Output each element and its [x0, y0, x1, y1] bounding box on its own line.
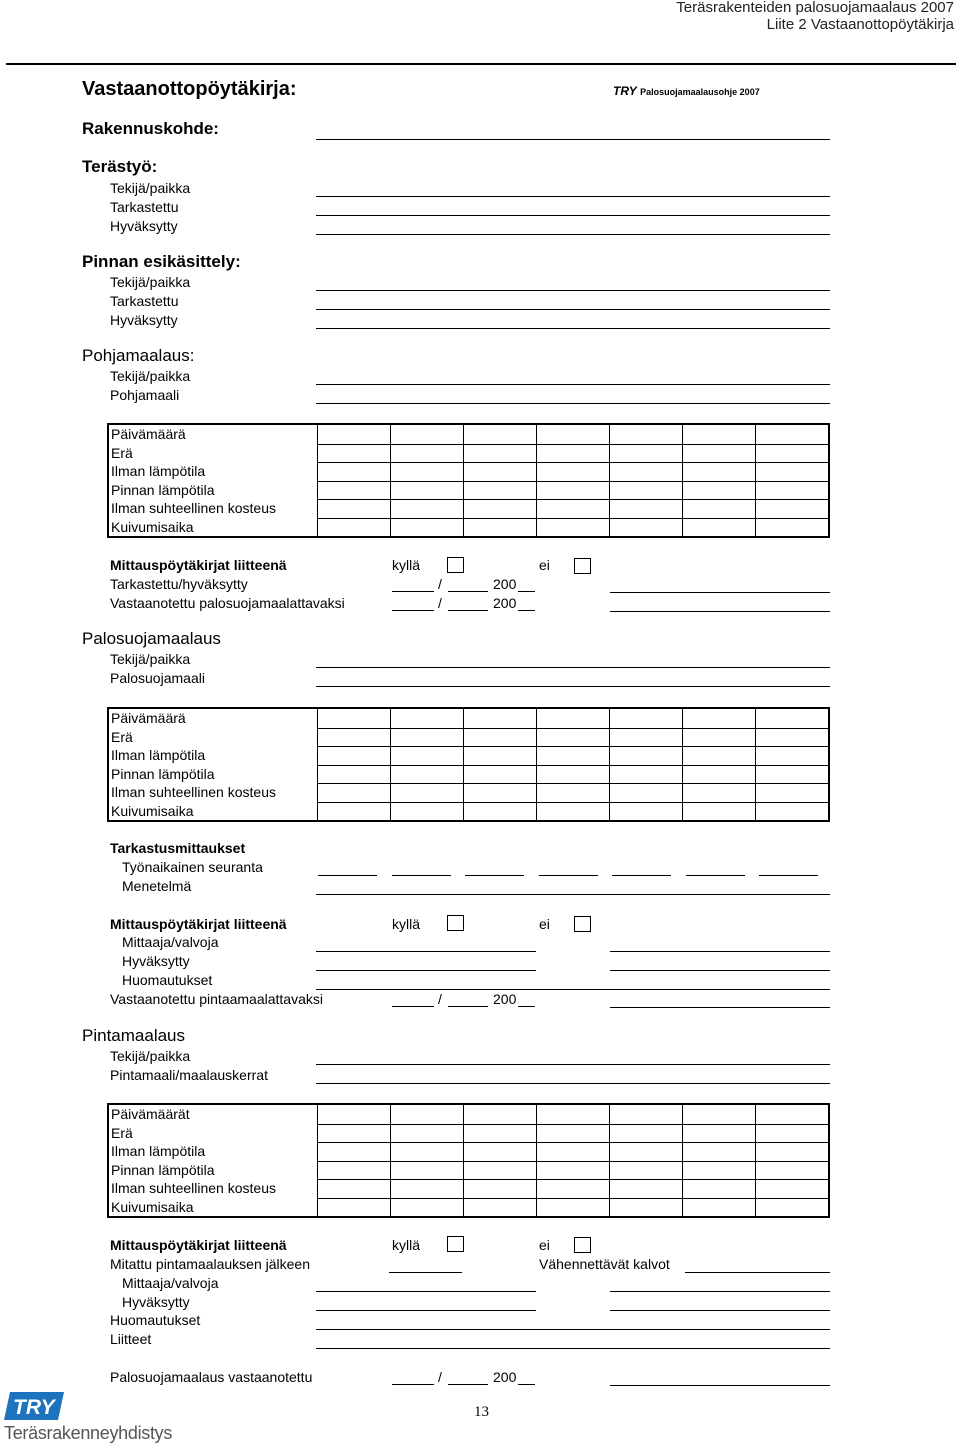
palosuoja-vast-year-line[interactable] [518, 1006, 535, 1007]
header-line-1: Teräsrakenteiden palosuojamaalaus 2007 [676, 0, 954, 16]
palosuoja-vast-day-line[interactable] [392, 1006, 434, 1007]
palosuoja-valvoja-line-2[interactable] [610, 951, 830, 952]
pintamaalaus-huom-line[interactable] [316, 1329, 830, 1330]
grid-row [109, 499, 828, 518]
grid-row [109, 1198, 828, 1217]
grid-label: Ilman suhteellinen kosteus [111, 784, 276, 800]
esikasittely-hyvaksytty-line[interactable] [316, 328, 830, 329]
grid-label: Ilman lämpötila [111, 747, 206, 763]
page-title: Vastaanottopöytäkirja: [82, 78, 297, 100]
liitteet-label: Liitteet [110, 1331, 152, 1347]
pintamaalaus-tekija-label: Tekijä/paikka [110, 1048, 191, 1064]
palosuoja-valvoja-label: Mittaaja/valvoja [122, 934, 219, 950]
reference-brand: TRY [613, 84, 637, 98]
palosuoja-hyv-line[interactable] [316, 970, 536, 971]
rakennuskohde-line[interactable] [316, 139, 830, 140]
grid-row [109, 728, 828, 747]
rakennuskohde-heading: Rakennuskohde: [82, 119, 219, 138]
terastyo-hyvaksytty-label: Hyväksytty [110, 218, 178, 234]
palosuoja-no-checkbox[interactable] [574, 916, 591, 932]
grid-row [109, 444, 828, 463]
pohjamaalaus-tekija-line[interactable] [316, 384, 830, 385]
palosuoja-maali-label: Palosuojamaali [110, 670, 205, 686]
palosuoja-maali-line[interactable] [316, 686, 830, 687]
seuranta-line-6[interactable] [686, 875, 745, 876]
esikasittely-heading: Pinnan esikäsittely: [82, 252, 241, 271]
seuranta-line-2[interactable] [392, 875, 451, 876]
esikasittely-tarkastettu-label: Tarkastettu [110, 293, 179, 309]
palosuoja-heading: Palosuojamaalaus [82, 629, 221, 648]
grid-row [109, 481, 828, 500]
pintamaalaus-heading: Pintamaalaus [82, 1026, 186, 1045]
pintamaalaus-valvoja-line[interactable] [316, 1291, 536, 1292]
palosuoja-hyv-label: Hyväksytty [122, 953, 190, 969]
pohjamaalaus-tekija-label: Tekijä/paikka [110, 368, 191, 384]
grid-label: Erä [111, 444, 133, 461]
palosuoja-huom-line[interactable] [316, 989, 830, 990]
grid-label: Erä [111, 1124, 133, 1141]
slash: / [438, 1369, 442, 1385]
grid-row [109, 1179, 828, 1198]
terastyo-hyvaksytty-line[interactable] [316, 234, 830, 235]
grid-row [109, 518, 828, 537]
pohjamaalaus-vast-day-line[interactable] [392, 610, 434, 611]
pintamaalaus-hyv-line[interactable] [316, 1310, 536, 1311]
grid-label: Pinnan lämpötila [111, 481, 215, 498]
pohjamaalaus-tark-label: Tarkastettu/hyväksytty [110, 576, 248, 592]
grid-row [109, 425, 828, 444]
esikasittely-hyvaksytty-label: Hyväksytty [110, 312, 178, 328]
reference [613, 84, 760, 98]
logo-name: Teräsrakenneyhdistys [4, 1423, 173, 1443]
pintamaalaus-hyv-line-2[interactable] [610, 1310, 830, 1311]
esikasittely-tekija-line[interactable] [316, 290, 830, 291]
grid-label: Ilman lämpötila [111, 463, 206, 479]
pohjamaalaus-yes-checkbox[interactable] [447, 557, 464, 573]
grid-label: Päivämäärä [111, 426, 186, 442]
pintamaalaus-valvoja-line-2[interactable] [610, 1291, 830, 1292]
grid-row [109, 1142, 828, 1161]
year-prefix: 200 [493, 1369, 517, 1385]
terastyo-heading: Terästyö: [82, 157, 158, 176]
slash: / [438, 576, 442, 592]
menetelma-line[interactable] [316, 894, 830, 895]
header-rule [6, 63, 956, 65]
pohjamaalaus-tark-day-line[interactable] [392, 591, 434, 592]
pohjamaalaus-heading: Pohjamaalaus: [82, 346, 195, 365]
year-prefix: 200 [493, 991, 517, 1007]
grid-label: Pinnan lämpötila [111, 1161, 215, 1178]
terastyo-tekija-line[interactable] [316, 196, 830, 197]
grid-row [109, 1124, 828, 1143]
grid-row [109, 462, 828, 481]
palosuoja-yes-checkbox[interactable] [447, 915, 464, 931]
esikasittely-tekija-label: Tekijä/paikka [110, 274, 191, 290]
palosuoja-valvoja-line[interactable] [316, 951, 536, 952]
palosuoja-hyv-line-2[interactable] [610, 970, 830, 971]
mitattu-label: Mitattu pintamaalauksen jälkeen [110, 1256, 311, 1272]
year-prefix: 200 [493, 576, 517, 592]
palosuoja-vast-sign-line[interactable] [610, 1007, 830, 1008]
palosuoja-grid [107, 707, 830, 822]
pohjamaalaus-mitt-label: Mittauspöytäkirjat liitteenä [110, 557, 287, 573]
grid-label: Kuivumisaika [111, 802, 194, 819]
logo-brand: TRY [13, 1396, 55, 1419]
reference-text: Palosuojamaalausohje 2007 [640, 87, 760, 97]
liitteet-line[interactable] [316, 1348, 830, 1349]
palosuoja-vast-month-line[interactable] [448, 1006, 488, 1007]
grid-label: Päivämäärä [111, 710, 186, 726]
seuranta-label: Työnaikainen seuranta [122, 859, 263, 875]
pintamaalaus-valvoja-label: Mittaaja/valvoja [122, 1275, 219, 1291]
palosuoja-tekija-line[interactable] [316, 667, 830, 668]
pintamaalaus-yes-label: kyllä [392, 1237, 421, 1253]
palosuoja-tekija-label: Tekijä/paikka [110, 651, 191, 667]
pohjamaalaus-tark-year-line[interactable] [518, 591, 535, 592]
header-line-2: Liite 2 Vastaanottopöytäkirja [766, 16, 954, 33]
grid-row [109, 709, 828, 728]
try-logo-mark [4, 1392, 64, 1420]
pohjamaalaus-pohjamaali-label: Pohjamaali [110, 387, 180, 403]
pintamaalaus-grid [107, 1103, 830, 1218]
vahennettavat-line[interactable] [685, 1272, 830, 1273]
pintamaalaus-hyv-label: Hyväksytty [122, 1294, 190, 1310]
palosuoja-no-label: ei [539, 916, 550, 932]
vahennettavat-label: Vähennettävät kalvot [539, 1256, 670, 1272]
pohjamaalaus-vast-year-line[interactable] [518, 610, 535, 611]
final-label: Palosuojamaalaus vastaanotettu [110, 1369, 313, 1385]
pintamaalaus-huom-label: Huomautukset [110, 1312, 201, 1328]
palosuoja-mitt-label: Mittauspöytäkirjat liitteenä [110, 916, 287, 932]
year-prefix: 200 [493, 595, 517, 611]
final-year-line[interactable] [518, 1384, 535, 1385]
grid-label: Kuivumisaika [111, 518, 194, 535]
grid-label: Kuivumisaika [111, 1198, 194, 1215]
pintamaalaus-yes-checkbox[interactable] [447, 1236, 464, 1252]
grid-row [109, 1161, 828, 1180]
terastyo-tekija-label: Tekijä/paikka [110, 180, 191, 196]
pohjamaalaus-vast-sign-line[interactable] [610, 611, 830, 612]
grid-label: Ilman suhteellinen kosteus [111, 500, 276, 516]
grid-row [109, 746, 828, 765]
grid-row [109, 765, 828, 784]
mitattu-line[interactable] [389, 1272, 462, 1273]
pohjamaalaus-tark-sign-line[interactable] [610, 592, 830, 593]
pohjamaalaus-yes-label: kyllä [392, 557, 421, 573]
pohjamaalaus-vast-month-line[interactable] [448, 610, 488, 611]
slash: / [438, 991, 442, 1007]
pohjamaalaus-tark-month-line[interactable] [448, 591, 488, 592]
palosuoja-yes-label: kyllä [392, 916, 421, 932]
grid-row [109, 783, 828, 802]
seuranta-line-4[interactable] [539, 875, 598, 876]
pintamaalaus-maali-line[interactable] [316, 1083, 830, 1084]
grid-label: Erä [111, 728, 133, 745]
page-number: 13 [474, 1404, 489, 1420]
final-month-line[interactable] [448, 1384, 488, 1385]
pintamaalaus-no-checkbox[interactable] [574, 1237, 591, 1253]
seuranta-line-5[interactable] [612, 875, 671, 876]
try-logo [4, 1392, 172, 1444]
terastyo-tarkastettu-line[interactable] [316, 215, 830, 216]
esikasittely-tarkastettu-line[interactable] [316, 309, 830, 310]
menetelma-label: Menetelmä [122, 878, 192, 894]
grid-label: Ilman lämpötila [111, 1143, 206, 1159]
final-day-line[interactable] [392, 1384, 434, 1385]
grid-row [109, 802, 828, 821]
seuranta-line-1[interactable] [318, 875, 377, 876]
grid-row [109, 1105, 828, 1124]
grid-label: Ilman suhteellinen kosteus [111, 1180, 276, 1196]
grid-label: Pinnan lämpötila [111, 765, 215, 782]
pohjamaalaus-no-checkbox[interactable] [574, 558, 591, 574]
pintamaalaus-mitt-label: Mittauspöytäkirjat liitteenä [110, 1237, 287, 1253]
seuranta-line-3[interactable] [465, 875, 524, 876]
pohjamaalaus-grid [107, 423, 830, 538]
final-sign-line[interactable] [610, 1385, 830, 1386]
pohjamaalaus-pohjamaali-line[interactable] [316, 403, 830, 404]
tarkastusmittaukset-label: Tarkastusmittaukset [110, 840, 246, 856]
terastyo-tarkastettu-label: Tarkastettu [110, 199, 179, 215]
pintamaalaus-no-label: ei [539, 1237, 550, 1253]
seuranta-line-7[interactable] [759, 875, 818, 876]
pintamaalaus-tekija-line[interactable] [316, 1064, 830, 1065]
pintamaalaus-maali-label: Pintamaali/maalauskerrat [110, 1067, 268, 1083]
slash: / [438, 595, 442, 611]
pohjamaalaus-vast-label: Vastaanotettu palosuojamaalattavaksi [110, 595, 345, 611]
palosuoja-huom-label: Huomautukset [122, 972, 213, 988]
pohjamaalaus-no-label: ei [539, 557, 550, 573]
grid-label: Päivämäärät [111, 1106, 190, 1122]
palosuoja-vast-label: Vastaanotettu pintaamaalattavaksi [110, 991, 323, 1007]
